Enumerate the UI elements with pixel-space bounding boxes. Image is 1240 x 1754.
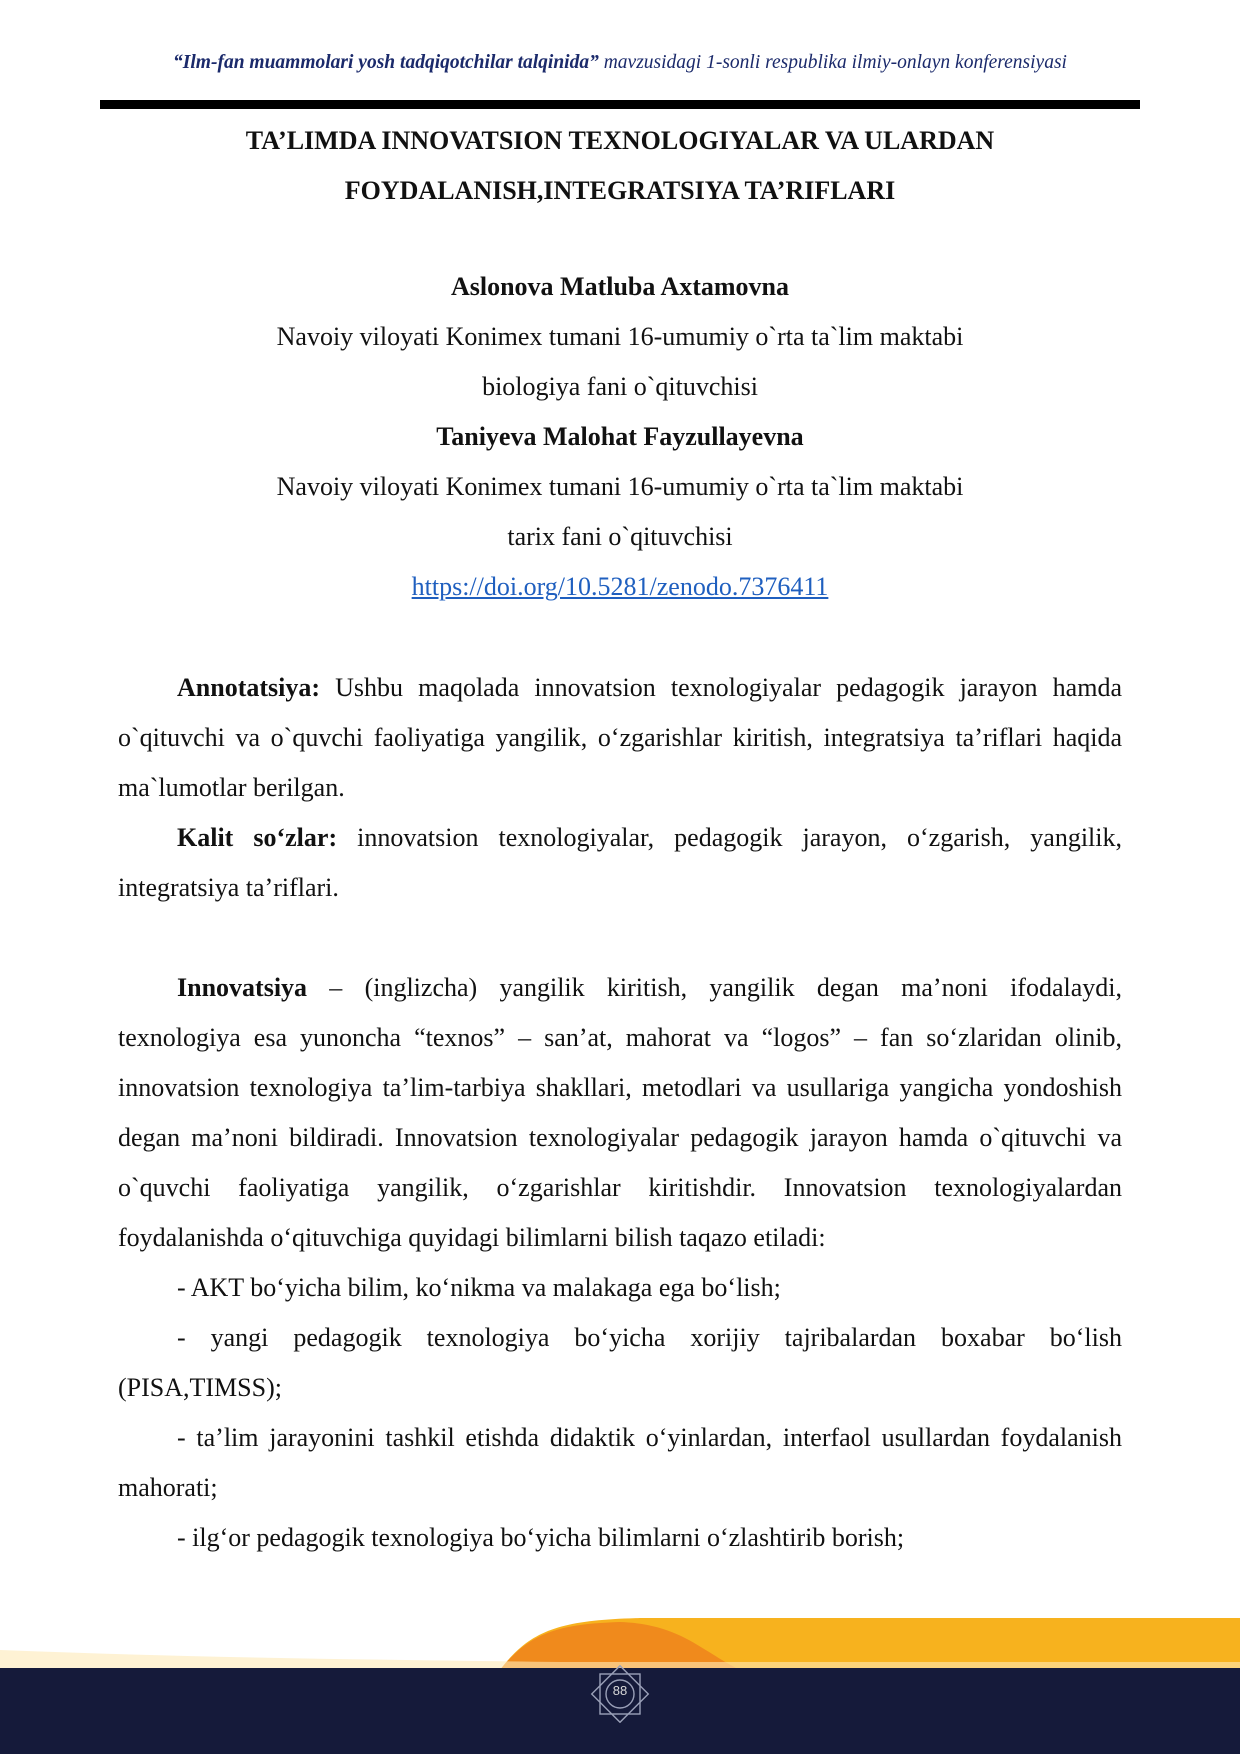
list-item: - AKT bo‘yicha bilim, ko‘nikma va malakaga ega bo‘lish; [177,1273,781,1302]
intro-text: – (inglizcha) yangilik kiritish, yangilik degan ma’noni ifodalaydi, texnologiya esa yunoncha “texnos” – san’at, mahorat va “logos” – fan so‘zlaridan olinib, innovatsion texnologiya ta’lim-tarbiya shakllari, metodlari va usullariga yangicha yondoshish degan ma’noni bildiradi. Innovatsion texnologiyalar pedagogik jarayon hamda o`qituvchi va o`quvchi faoliyatiga yangilik, o‘zgarishlar kiritishdir. Innovatsion texnologiyalardan foydalanishda o‘qituvchiga quyidagi bilimlarni bilish taqazo etiladi: [118,973,1122,1252]
author-1-position: biologiya fani o`qituvchisi [482,372,758,401]
annotation-paragraph [118,663,1122,813]
article-body [118,663,1122,1563]
list-item: - yangi pedagogik texnologiya bo‘yicha xorijiy tajribalardan boxabar bo‘lish (PISA,TIMSS); [118,1323,1122,1402]
author-2-affiliation: Navoiy viloyati Konimex tumani 16-umumiy o`rta ta`lim maktabi [276,472,964,501]
annotation-label: Annotatsiya: [177,673,321,702]
page-number: 88 [612,1683,628,1698]
intro-paragraph [118,963,1122,1263]
annotation-text: Ushbu maqolada innovatsion texnologiyalar pedagogik jarayon hamda o`qituvchi va o`quvchi faoliyatiga yangilik, o‘zgarishlar kiritish, integratsiya ta’riflari haqida ma`lumotlar berilgan. [118,673,1122,802]
author-2-position: tarix fani o`qituvchisi [507,522,733,551]
author-block [100,262,1140,612]
author-1-name: Aslonova Matluba Axtamovna [450,272,790,301]
footer-wave-decoration [0,1610,1240,1670]
keywords-label: Kalit so‘zlar: [177,823,338,852]
conference-subtitle: mavzusidagi 1-sonli respublika ilmiy-onlayn konferensiyasi [598,52,1067,73]
article-title [100,116,1140,216]
keywords-paragraph [118,813,1122,913]
running-header [100,52,1140,74]
conference-title: “Ilm-fan muammolari yosh tadqiqotchilar talqinida” [173,52,599,73]
list-item: - ta’lim jarayonini tashkil etishda didaktik o‘yinlardan, interfaol usullardan foydalanish mahorati; [118,1423,1122,1502]
intro-term: Innovatsiya [177,973,308,1002]
author-1-affiliation: Navoiy viloyati Konimex tumani 16-umumiy o`rta ta`lim maktabi [276,322,964,351]
article-title-line-1: TA’LIMDA INNOVATSION TEXNOLOGIYALAR VA ULARDAN [245,126,995,155]
list-item: - ilg‘or pedagogik texnologiya bo‘yicha bilimlarni o‘zlashtirib borish; [177,1523,905,1552]
article-title-line-2: FOYDALANISH,INTEGRATSIYA TA’RIFLARI [344,176,896,205]
keywords-text: innovatsion texnologiyalar, pedagogik jarayon, o‘zgarish, yangilik, integratsiya ta’riflari. [118,823,1122,902]
header-rule [100,100,1140,109]
doi-link[interactable]: https://doi.org/10.5281/zenodo.7376411 [411,572,829,601]
author-2-name: Taniyeva Malohat Fayzullayevna [436,422,804,451]
